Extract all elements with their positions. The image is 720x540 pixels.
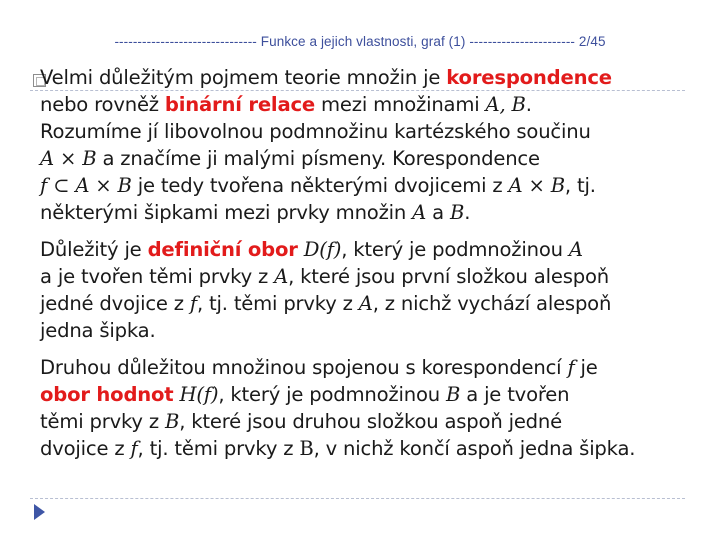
header-left-dashes: -------------------------------: [114, 34, 257, 49]
triangle-right-icon[interactable]: [34, 504, 45, 520]
header-title: Funkce a jejich vlastnosti, graf (1): [260, 34, 466, 49]
text-run: , které jsou druhou složkou aspoň jedné: [179, 410, 562, 433]
math-expression: D(f): [297, 238, 342, 261]
text-run: a je tvořen: [460, 383, 570, 406]
paragraph-korespondence: [40, 64, 700, 226]
math-expression: f: [567, 356, 575, 379]
text-run: , které jsou první složkou alespoň: [288, 265, 609, 288]
math-expression: A, B: [485, 93, 526, 116]
text-run: Velmi důležitým pojmem teorie množin je: [40, 66, 447, 89]
math-expression: A: [274, 265, 289, 288]
text-run: , tj.: [564, 174, 596, 197]
text-run: nebo rovněž: [40, 93, 165, 116]
math-expression: H(f): [173, 383, 219, 406]
paragraph-gap: [40, 344, 700, 354]
text-run: jedna šipka.: [40, 319, 156, 342]
text-run: je: [574, 356, 598, 379]
text-run: , tj. těmi prvky z: [196, 292, 359, 315]
text-run: Důležitý je: [40, 238, 148, 261]
slide-body: [40, 64, 700, 462]
text-run: mezi množinami: [314, 93, 486, 116]
header-right-dashes: -----------------------: [469, 34, 576, 49]
text-line: [40, 317, 700, 344]
text-line: [40, 172, 700, 199]
math-expression: f: [130, 437, 138, 460]
text-line: [40, 236, 700, 263]
text-run: .: [525, 93, 532, 116]
term-binarni-relace: binární relace: [164, 93, 315, 116]
text-run: , z nichž vychází alespoň: [372, 292, 612, 315]
math-expression: A × B: [40, 147, 97, 170]
text-run: těmi prvky z: [40, 410, 165, 433]
text-run: jedné dvojice z: [40, 292, 190, 315]
text-line: [40, 381, 700, 408]
term-obor-hodnot: obor hodnot: [40, 383, 174, 406]
math-expression: B: [299, 437, 314, 460]
math-expression: A: [568, 238, 583, 261]
text-run: Rozumíme jí libovolnou podmnožinu kartézského součinu: [40, 120, 591, 143]
math-expression: B: [164, 410, 180, 433]
text-run: .: [464, 201, 471, 224]
text-run: a: [426, 201, 450, 224]
slide-header: [0, 34, 720, 49]
text-run: , který je podmnožinou: [341, 238, 569, 261]
math-expression: A: [412, 201, 427, 224]
math-expression: A: [358, 292, 373, 315]
text-run: , tj. těmi prvky z: [137, 437, 300, 460]
text-line: [40, 354, 700, 381]
text-run: , který je podmnožinou: [218, 383, 446, 406]
text-run: Druhou důležitou množinou spojenou s korespondencí: [40, 356, 568, 379]
math-expression: B: [446, 383, 461, 406]
text-run: dvojice z: [40, 437, 131, 460]
text-line: [40, 290, 700, 317]
paragraph-definicni-obor: [40, 236, 700, 344]
text-line: [40, 263, 700, 290]
text-run: je tedy tvořena některými dvojicemi z: [131, 174, 509, 197]
term-korespondence: korespondence: [446, 66, 612, 89]
text-line: [40, 118, 700, 145]
text-run: a je tvořen těmi prvky z: [40, 265, 275, 288]
text-run: a značíme ji malými písmeny. Korespondence: [96, 147, 540, 170]
math-expression: f: [189, 292, 197, 315]
text-run: některými šipkami mezi prvky množin: [40, 201, 413, 224]
text-line: [40, 145, 700, 172]
math-expression: B: [449, 201, 465, 224]
math-expression: A × B: [508, 174, 565, 197]
text-line: [40, 64, 700, 91]
text-line: [40, 91, 700, 118]
paragraph-gap: [40, 226, 700, 236]
math-expression: f ⊂ A × B: [40, 174, 132, 197]
paragraph-obor-hodnot: [40, 354, 700, 462]
text-line: [40, 199, 700, 226]
bottom-divider: [30, 498, 685, 499]
text-run: , v nichž končí aspoň jedna šipka.: [313, 437, 636, 460]
term-definicni-obor: definiční obor: [147, 238, 298, 261]
text-line: [40, 435, 700, 462]
text-line: [40, 408, 700, 435]
page-number: 2/45: [578, 34, 606, 49]
